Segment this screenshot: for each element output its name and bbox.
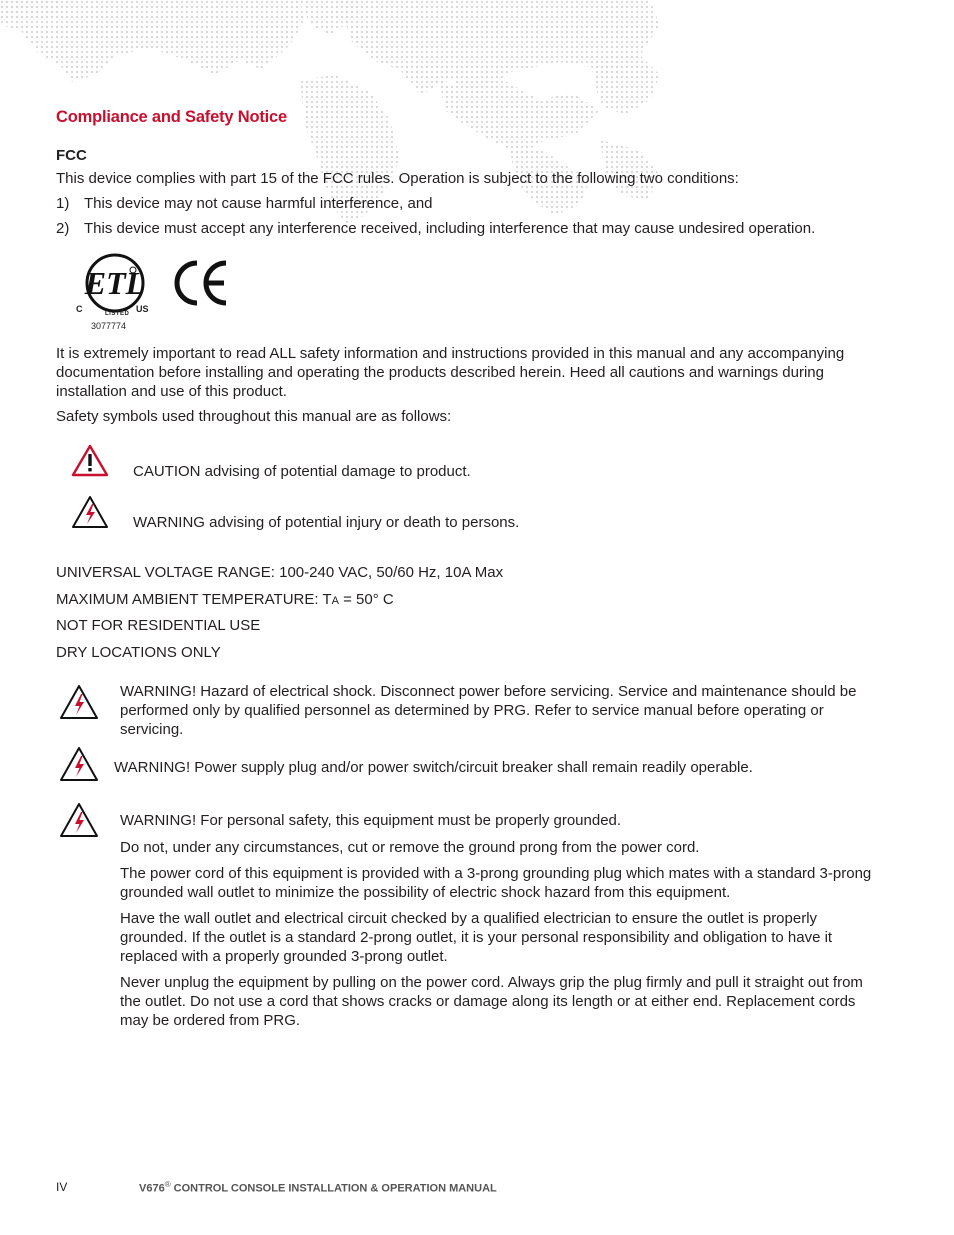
shock-warning: [120, 682, 880, 739]
warning-keyword: WARNING!: [114, 759, 191, 776]
caution-keyword: CAUTION: [133, 463, 201, 480]
fcc-label: FCC: [56, 147, 87, 164]
safety-intro: It is extremely important to read ALL safety information and instructions provided in this manual and any accompanying documentation before installing and operating the products described herein. Heed all cautions and warnings during installation and use of this product.: [56, 345, 845, 400]
plug-warning-text: Power supply plug and/or power switch/circuit breaker shall remain readily operable.: [190, 759, 753, 776]
symbols-intro: Safety symbols used throughout this manual are as follows:: [56, 408, 452, 425]
etl-us-label: US: [136, 304, 149, 314]
grounding-paragraph: The power cord of this equipment is provided with a 3-prong grounding plug which mates with a standard 3-prong grounded wall outlet to minimize the possibility of electric shock hazard from this equipment.: [120, 865, 872, 901]
voltage-spec: UNIVERSAL VOLTAGE RANGE: 100-240 VAC, 50/60 Hz, 10A Max: [56, 564, 504, 581]
lightning-triangle-icon: [59, 746, 99, 782]
fcc-item-number: 2): [56, 220, 70, 237]
lightning-triangle-icon: [59, 802, 99, 838]
plug-warning: [114, 758, 914, 777]
warning-text: advising of potential injury or death to persons.: [204, 514, 520, 531]
caution-text: advising of potential damage to product.: [200, 463, 471, 480]
footer-manual-title: CONTROL CONSOLE INSTALLATION & OPERATION MANUAL: [170, 1182, 497, 1195]
shock-warning-text: Hazard of electrical shock. Disconnect power before servicing. Service and maintenance should be performed only by qualified personnel as determined by PRG. Refer to service manual before operating or servicing.: [120, 683, 857, 738]
warning-definition: [133, 513, 519, 532]
warning-keyword: WARNING: [133, 514, 205, 531]
etl-listed-logo: [76, 252, 154, 332]
warning-keyword: WARNING!: [120, 812, 197, 829]
ground-warning: [120, 811, 880, 830]
page-title: Compliance and Safety Notice: [56, 108, 287, 126]
page-number: IV: [56, 1180, 68, 1194]
footer-model: V676: [139, 1182, 165, 1195]
etl-listed-label: LISTED: [105, 311, 130, 317]
ground-warning-text: For personal safety, this equipment must be properly grounded.: [196, 812, 622, 829]
etl-c-label: C: [76, 304, 83, 314]
caution-definition: [133, 462, 471, 481]
ce-mark-logo: [170, 259, 232, 307]
warning-keyword: WARNING!: [120, 683, 197, 700]
fcc-item-text: This device may not cause harmful interference, and: [84, 195, 433, 212]
footer-registered-mark: ®: [164, 1180, 171, 1189]
grounding-paragraph: Have the wall outlet and electrical circuit checked by a qualified electrician to ensure the outlet is properly grounded. If the outlet is a standard 2-prong outlet, it is your personal responsibility and obligation to have it replaced with a properly grounded 3-prong outlet.: [120, 910, 833, 965]
svg-text:ETL: ETL: [84, 265, 146, 301]
fcc-item-number: 1): [56, 195, 70, 212]
fcc-item-text: This device must accept any interference received, including interference that may cause undesired operation.: [84, 220, 816, 237]
etl-number: 3077774: [91, 321, 127, 331]
lightning-triangle-icon: [59, 684, 99, 720]
temperature-spec: [56, 590, 394, 611]
residential-notice: NOT FOR RESIDENTIAL USE: [56, 617, 261, 634]
temperature-value: = 50° C: [338, 591, 394, 608]
fcc-intro: This device complies with part 15 of the FCC rules. Operation is subject to the following two conditions:: [56, 170, 739, 187]
temperature-prefix: MAXIMUM AMBIENT TEMPERATURE: T: [56, 591, 332, 608]
footer-title: [139, 1180, 497, 1195]
dry-locations-notice: DRY LOCATIONS ONLY: [56, 644, 221, 661]
temperature-subscript: A: [331, 595, 339, 607]
lightning-triangle-icon: [71, 495, 109, 529]
grounding-paragraph: Never unplug the equipment by pulling on the power cord. Always grip the plug firmly and pull it straight out from the outlet. Do not use a cord that shows cracks or damage along its length or at either end. Replacement cords may be ordered from PRG.: [120, 974, 863, 1029]
exclamation-triangle-icon: [71, 444, 109, 477]
grounding-paragraph: Do not, under any circumstances, cut or remove the ground prong from the power cord.: [120, 839, 700, 856]
